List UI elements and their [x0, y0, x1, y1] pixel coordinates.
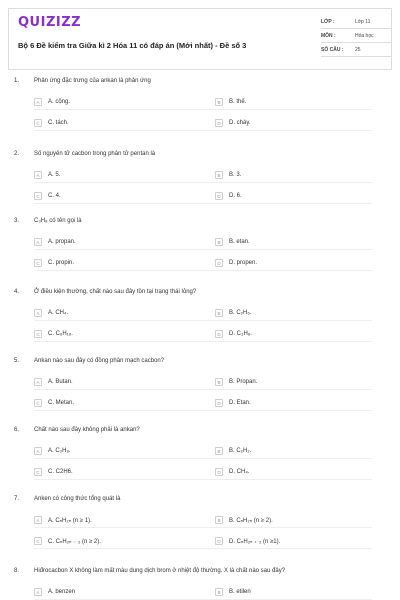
- option-letter-box: C: [34, 119, 42, 127]
- question-number: 6.: [14, 427, 20, 433]
- answer-option[interactable]: [215, 118, 251, 128]
- option-letter-box: C: [34, 259, 42, 267]
- option-divider: [34, 270, 372, 271]
- answer-option[interactable]: [215, 329, 252, 339]
- answer-option[interactable]: [215, 258, 257, 268]
- question-number: 3.: [14, 218, 20, 224]
- option-letter-box: C: [34, 192, 42, 200]
- option-letter-box: B: [215, 447, 223, 455]
- meta-value: Lớp 11: [355, 18, 371, 25]
- option-text: A. propan.: [48, 239, 76, 245]
- meta-table: [321, 15, 391, 57]
- option-text: B. etilen: [229, 589, 251, 595]
- worksheet-header: [8, 8, 392, 70]
- option-divider: [34, 458, 372, 459]
- option-letter-box: A: [34, 378, 42, 386]
- answer-option[interactable]: [215, 191, 242, 201]
- option-letter-box: C: [34, 399, 42, 407]
- question-text: C₃H₈ có tên gọi là: [34, 218, 82, 224]
- answer-option[interactable]: [215, 587, 251, 597]
- option-letter-box: C: [34, 537, 42, 545]
- question-number: 8.: [14, 568, 20, 574]
- answer-option[interactable]: [215, 237, 250, 247]
- option-letter-box: B: [215, 238, 223, 246]
- answer-option[interactable]: [34, 191, 61, 201]
- option-divider: [34, 130, 372, 131]
- option-text: C. CₙH₂ₙ ₋ ₂ (n ≥ 2).: [48, 538, 101, 545]
- option-text: B. CₙH₂ₙ (n ≥ 2).: [229, 517, 273, 524]
- answer-option[interactable]: [34, 237, 76, 247]
- meta-row-count: [321, 43, 391, 57]
- option-text: D. C₃H₈.: [229, 331, 252, 337]
- option-letter-box: A: [34, 588, 42, 596]
- answer-option[interactable]: [215, 398, 251, 408]
- answer-option[interactable]: [215, 377, 257, 387]
- option-letter-box: D: [215, 119, 223, 127]
- meta-label: SỐ CÂU :: [321, 46, 344, 53]
- option-letter-box: D: [215, 259, 223, 267]
- answer-option[interactable]: [215, 97, 246, 107]
- option-text: C. 4.: [48, 193, 61, 199]
- meta-value: 25: [355, 46, 361, 53]
- option-text: A. C₃H₈.: [48, 448, 71, 454]
- answer-option[interactable]: [34, 446, 71, 456]
- answer-option[interactable]: [215, 170, 241, 180]
- option-divider: [34, 410, 372, 411]
- option-text: B. C₂H₆.: [229, 310, 252, 316]
- option-text: D. propen.: [229, 260, 258, 266]
- answer-option[interactable]: [34, 308, 68, 318]
- option-divider: [34, 203, 372, 204]
- question-number: 4.: [14, 289, 20, 295]
- option-letter-box: A: [34, 447, 42, 455]
- question-number: 7.: [14, 496, 20, 502]
- question-text: Ankan nào sau đây có đồng phân mạch cacbon?: [34, 358, 165, 364]
- option-letter-box: D: [215, 192, 223, 200]
- option-letter-box: D: [215, 537, 223, 545]
- option-letter-box: B: [215, 378, 223, 386]
- answer-option[interactable]: [34, 467, 73, 477]
- meta-row-subject: [321, 29, 391, 43]
- option-letter-box: B: [215, 588, 223, 596]
- option-text: C. C2H6.: [48, 469, 73, 475]
- option-letter-box: D: [215, 399, 223, 407]
- option-divider: [34, 182, 372, 183]
- answer-option[interactable]: [34, 398, 74, 408]
- question-text: Anken có công thức tổng quát là: [34, 496, 121, 502]
- option-text: B. C₂H₂.: [229, 448, 252, 454]
- answer-option[interactable]: [215, 515, 273, 525]
- answer-option[interactable]: [34, 329, 73, 339]
- option-letter-box: C: [34, 330, 42, 338]
- answer-option[interactable]: [34, 377, 73, 387]
- meta-value: Hóa học: [355, 32, 374, 39]
- option-text: B. 3.: [229, 172, 242, 178]
- answer-option[interactable]: [34, 536, 101, 546]
- option-letter-box: B: [215, 98, 223, 106]
- option-text: C. tách.: [48, 120, 69, 126]
- option-letter-box: A: [34, 98, 42, 106]
- answer-option[interactable]: [215, 536, 280, 546]
- answer-option[interactable]: [34, 258, 74, 268]
- option-text: A. CH₄.: [48, 310, 69, 316]
- option-letter-box: B: [215, 171, 223, 179]
- question-text: Phản ứng đặc trưng của ankan là phản ứng: [34, 78, 151, 84]
- option-divider: [34, 109, 372, 110]
- option-divider: [34, 527, 372, 528]
- meta-label: MÔN :: [321, 32, 336, 39]
- meta-label: LỚP :: [321, 18, 335, 25]
- option-letter-box: D: [215, 330, 223, 338]
- option-text: C. Metan.: [48, 400, 75, 406]
- option-divider: [34, 389, 372, 390]
- question-text: Số nguyên tử cacbon trong phân tử pentan là: [34, 151, 156, 157]
- option-divider: [34, 548, 372, 549]
- option-letter-box: A: [34, 309, 42, 317]
- option-letter-box: B: [215, 309, 223, 317]
- quizizz-logo: QUIZIZZ: [18, 15, 82, 30]
- answer-option[interactable]: [34, 170, 60, 180]
- option-divider: [34, 479, 372, 480]
- option-text: C. C₆H₁₈.: [48, 331, 73, 337]
- answer-option[interactable]: [34, 118, 69, 128]
- option-letter-box: A: [34, 171, 42, 179]
- answer-option[interactable]: [34, 97, 70, 107]
- option-letter-box: D: [215, 468, 223, 476]
- option-text: B. Propan.: [229, 379, 258, 385]
- option-text: B. thế.: [229, 99, 247, 105]
- question-text: Hiđrocacbon X không làm mất màu dung dịch brom ở nhiệt độ thường. X là chất nào sau đây?: [34, 568, 286, 574]
- answer-option[interactable]: [215, 467, 249, 477]
- option-letter-box: A: [34, 238, 42, 246]
- page-title: Bộ 6 Đề kiểm tra Giữa kì 2 Hóa 11 có đáp án (Mới nhất) - Đề số 3: [18, 41, 247, 50]
- option-divider: [34, 320, 372, 321]
- meta-row-class: [321, 15, 391, 29]
- option-divider: [34, 249, 372, 250]
- option-letter-box: C: [34, 468, 42, 476]
- option-letter-box: B: [215, 516, 223, 524]
- answer-option[interactable]: [215, 308, 251, 318]
- option-text: D. Etan.: [229, 400, 251, 406]
- option-text: A. 5.: [48, 172, 61, 178]
- question-number: 5.: [14, 358, 20, 364]
- answer-option[interactable]: [34, 515, 92, 525]
- option-text: D. CH₄.: [229, 469, 250, 475]
- question-number: 1.: [14, 78, 20, 84]
- question-text: Ở điều kiện thường, chất nào sau đây tồn tại trạng thái lỏng?: [34, 289, 197, 295]
- answer-option[interactable]: [215, 446, 251, 456]
- option-text: B. etan.: [229, 239, 250, 245]
- option-divider: [34, 341, 372, 342]
- answer-option[interactable]: [34, 587, 75, 597]
- option-text: A. Butan.: [48, 379, 73, 385]
- option-text: A. CₙH₂ₙ (n ≥ 1).: [48, 517, 92, 524]
- option-letter-box: A: [34, 516, 42, 524]
- question-number: 2.: [14, 151, 20, 157]
- option-text: C. propin.: [48, 260, 75, 266]
- question-text: Chất nào sau đây không phải là ankan?: [34, 427, 140, 433]
- option-text: D. cháy.: [229, 120, 251, 126]
- option-text: D. 6.: [229, 193, 242, 199]
- option-text: D. CₙH₂ₙ ₊ ₂ (n ≥1).: [229, 538, 281, 545]
- option-text: A. cộng.: [48, 99, 71, 105]
- option-text: A. benzen: [48, 589, 76, 595]
